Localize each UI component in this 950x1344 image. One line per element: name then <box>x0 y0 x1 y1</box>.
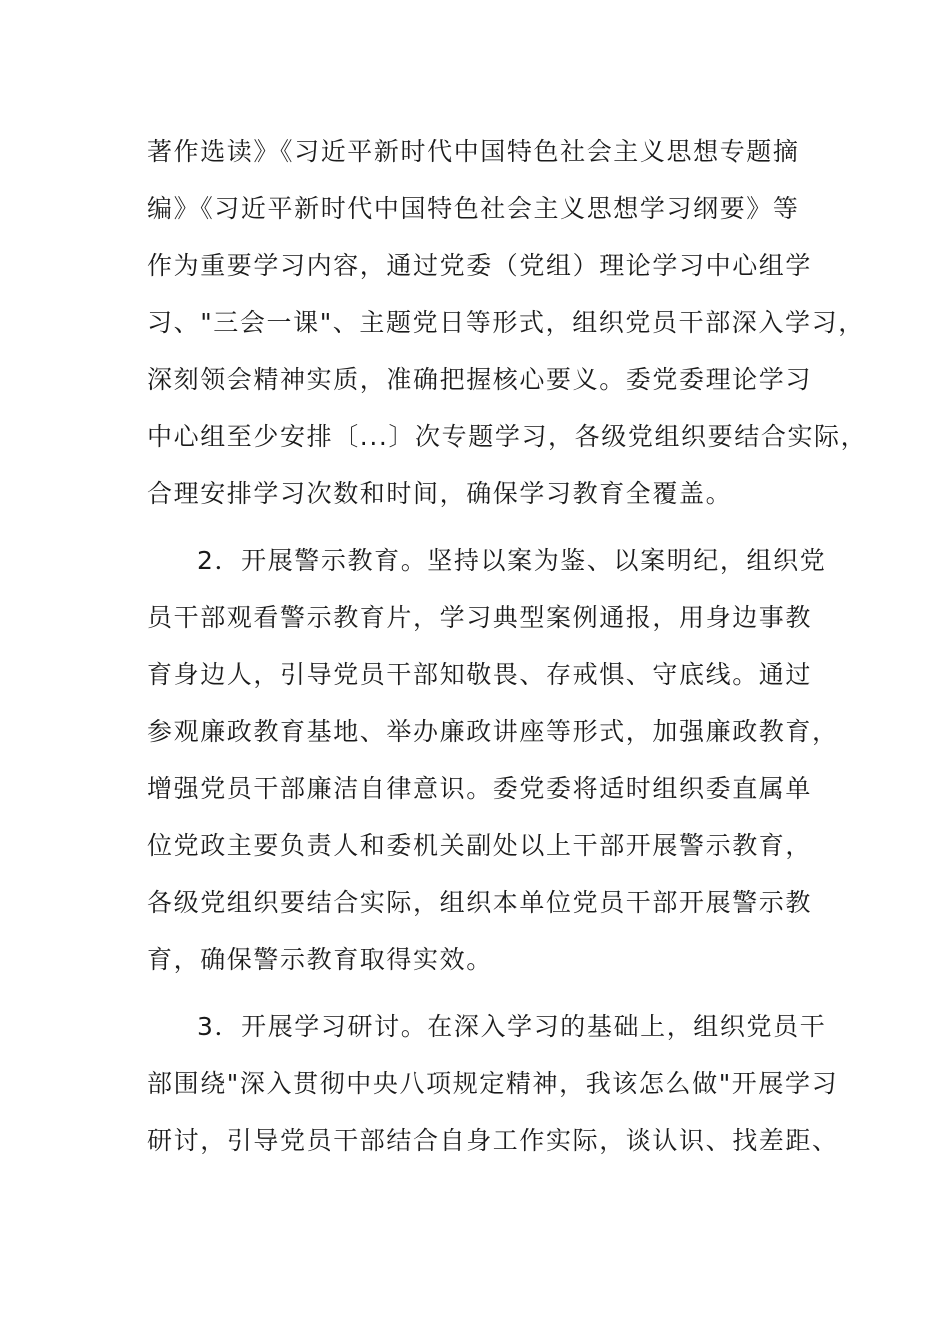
text-line: 育，确保警示教育取得实效。 <box>147 945 493 974</box>
text-line: 参观廉政教育基地、举办廉政讲座等形式，加强廉政教育， <box>147 717 839 746</box>
text-line: 增强党员干部廉洁自律意识。委党委将适时组织委直属单 <box>147 774 813 803</box>
text-line: 习、"三会一课"、主题党日等形式，组织党员干部深入学习， <box>147 308 865 337</box>
text-line: 作为重要学习内容，通过党委（党组）理论学习中心组学 <box>147 251 813 280</box>
text-line: 中心组至少安排〔...〕次专题学习，各级党组织要结合实际， <box>147 422 868 451</box>
text-line: 合理安排学习次数和时间，确保学习教育全覆盖。 <box>147 479 733 508</box>
text-line: 位党政主要负责人和委机关副处以上干部开展警示教育， <box>147 831 813 860</box>
text-line: 育身边人，引导党员干部知敬畏、存戒惧、守底线。通过 <box>147 660 813 689</box>
text-line: 编》《习近平新时代中国特色社会主义思想学习纲要》等 <box>147 194 800 223</box>
paragraph-heading-3: 3．开展学习研讨。在深入学习的基础上，组织党员干 <box>197 1012 827 1041</box>
text-line: 员干部观看警示教育片，学习典型案例通报，用身边事教 <box>147 603 813 632</box>
text-line: 各级党组织要结合实际，组织本单位党员干部开展警示教 <box>147 888 813 917</box>
paragraph-heading-2: 2．开展警示教育。坚持以案为鉴、以案明纪，组织党 <box>197 546 827 575</box>
text-line: 著作选读》《习近平新时代中国特色社会主义思想专题摘 <box>147 137 800 166</box>
text-line: 深刻领会精神实质，准确把握核心要义。委党委理论学习 <box>147 365 813 394</box>
text-line: 部围绕"深入贯彻中央八项规定精神，我该怎么做"开展学习 <box>147 1069 839 1098</box>
text-line: 研讨，引导党员干部结合自身工作实际，谈认识、找差距、 <box>147 1126 839 1155</box>
